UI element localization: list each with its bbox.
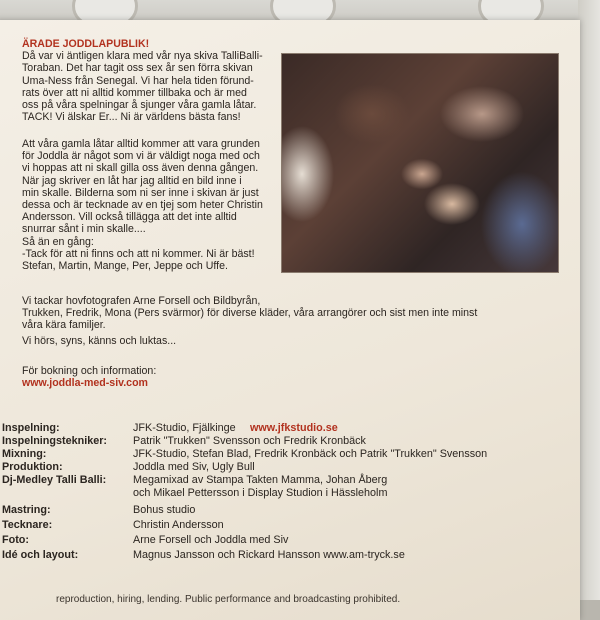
- credit-link[interactable]: www.jfkstudio.se: [250, 422, 338, 434]
- letter-block: [22, 38, 280, 123]
- credit-label: Dj-Medley Talli Balli:: [2, 474, 107, 486]
- credit-value: JFK-Studio, Fjälkinge: [133, 422, 236, 434]
- credit-label: Mastring:: [2, 504, 51, 516]
- credit-label: Idé och layout:: [2, 549, 79, 561]
- credit-value: Megamixad av Stampa Takten Mamma, Johan Åberg: [133, 474, 388, 486]
- letter-paragraph-1: Då var vi äntligen klara med vår nya skiva TalliBalli- Toraban. Det har tagit oss sex år sen förra skivan Uma-Ness från Senegal. Vi har hela tiden förund- rats över att ni alltid kommer tillbaka och är med oss på våra spelningar å sjunger våra gamla låtar. TACK! Vi älskar Er... Ni är världens bästa fans!: [22, 50, 263, 124]
- credit-value: Christin Andersson: [133, 519, 224, 531]
- booking-link[interactable]: www.joddla-med-siv.com: [22, 377, 148, 390]
- legal-notice: reproduction, hiring, lending. Public performance and broadcasting prohibited.: [56, 594, 401, 605]
- credit-value: JFK-Studio, Stefan Blad, Fredrik Kronbäck och Patrik "Trukken" Svensson: [133, 448, 488, 460]
- letter-paragraph-2: Att våra gamla låtar alltid kommer att vara grunden för Joddla är något som vi är väldigt noga med och vi hoppas att ni skall gilla oss även denna gången. När jag skriver en låt har jag alltid en bild inne i min skalle. Bilderna som ni ser inne i skivan är just dessa och är tecknade av en tjej som heter Christin Andersson. Vill också tillägga att det inte alltid snurrar sånt i min skalle.... Så än en gång: -Tack för att ni finns och att ni kommer. Ni är bäst! Stefan, Martin, Mange, Per, Jeppe och Uffe.: [22, 138, 263, 273]
- credit-value: Magnus Jansson och Rickard Hansson www.am-tryck.se: [133, 549, 405, 561]
- band-crowd-photo: [281, 53, 559, 273]
- booklet-page: [0, 20, 580, 620]
- letter-paragraph-4: Vi hörs, syns, känns och luktas...: [22, 335, 177, 347]
- credit-value: Patrik "Trukken" Svensson och Fredrik Kronbäck: [133, 435, 366, 447]
- credit-label: Tecknare:: [2, 519, 53, 531]
- credit-value-continued: och Mikael Pettersson i Display Studion i Hässleholm: [133, 487, 388, 499]
- credit-label: Inspelning:: [2, 422, 60, 434]
- credit-label: Foto:: [2, 534, 29, 546]
- credit-value: Joddla med Siv, Ugly Bull: [133, 461, 255, 473]
- letter-heading: ÄRADE JODDLAPUBLIK!: [22, 38, 150, 50]
- letter-paragraph-3: Vi tackar hovfotografen Arne Forsell och Bildbyrån, Trukken, Fredrik, Mona (Pers svärmor) för diverse kläder, våra arrangörer och sist men inte minst våra kära familjer.: [22, 295, 478, 332]
- credit-label: Inspelningstekniker:: [2, 435, 107, 447]
- letter-paragraph-2-block: [22, 138, 280, 272]
- credit-value: Arne Forsell och Joddla med Siv: [133, 534, 289, 546]
- booking-label: För bokning och information:: [22, 365, 157, 377]
- credit-label: Mixning:: [2, 448, 47, 460]
- credit-value: Bohus studio: [133, 504, 196, 516]
- letter-paragraph-4-block: [22, 335, 322, 347]
- booking-block: [22, 365, 322, 389]
- cd-case-side: [578, 0, 600, 600]
- credit-label: Produktion:: [2, 461, 63, 473]
- letter-paragraph-3-block: [22, 295, 492, 332]
